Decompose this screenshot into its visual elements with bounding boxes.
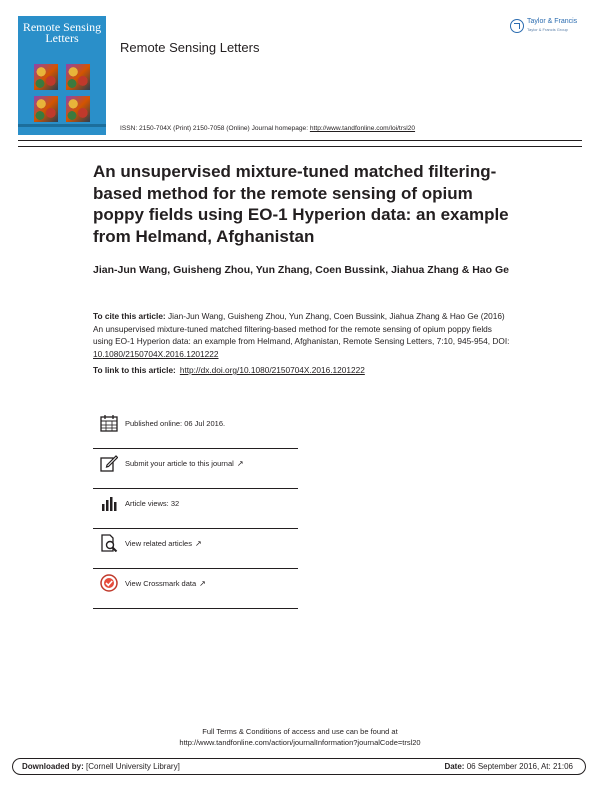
- cite-text: Jian-Jun Wang, Guisheng Zhou, Yun Zhang, Coen Bussink, Jiahua Zhang & Hao Ge (2016) An unsupervised mixture-tuned matched filtering-based method for the remote sensing of opium poppy fields using EO-1 Hyperion data: an example from Helmand, Afghanistan, Remote Sensing Letters, 7:10, 945-954, DOI:: [93, 311, 510, 346]
- downloaded-by: [22, 762, 180, 771]
- cover-tile: [34, 96, 58, 122]
- downloaded-by-label: Downloaded by:: [22, 762, 84, 771]
- external-link-icon: ↗: [199, 579, 206, 588]
- related-articles-label: View related articles: [125, 539, 192, 548]
- cover-title: Remote Sensing Letters: [22, 20, 102, 45]
- issn-line: [120, 125, 415, 132]
- article-doi-link[interactable]: http://dx.doi.org/10.1080/2150704X.2016.1201222: [179, 365, 365, 375]
- cover-tile: [34, 64, 58, 90]
- publisher-logo-icon: [510, 19, 524, 33]
- download-date: [444, 762, 573, 771]
- bar-chart-icon: [100, 494, 118, 512]
- article-link-line: [93, 365, 365, 375]
- cover-artwork: [34, 64, 90, 122]
- journal-name: Remote Sensing Letters: [120, 40, 260, 55]
- terms-url-link[interactable]: http://www.tandfonline.com/action/journalInformation?journalCode=trsl20: [179, 738, 421, 747]
- cite-doi-link[interactable]: 10.1080/2150704X.2016.1201222: [93, 348, 219, 359]
- terms-footer: [0, 726, 600, 748]
- article-authors: Jian-Jun Wang, Guisheng Zhou, Yun Zhang, Coen Bussink, Jiahua Zhang & Hao Ge: [93, 264, 509, 276]
- external-link-icon: ↗: [236, 459, 244, 468]
- journal-homepage-link[interactable]: http://www.tandfonline.com/loi/trsl20: [309, 125, 416, 132]
- publisher-tagline: Taylor & Francis Group: [527, 27, 568, 32]
- submit-article-link[interactable]: [125, 459, 244, 468]
- submit-article-label: Submit your article to this journal: [125, 459, 234, 468]
- journal-cover: [18, 16, 106, 135]
- download-banner: [12, 758, 586, 775]
- issn-text: ISSN: 2150-704X (Print) 2150-7058 (Online) Journal homepage:: [120, 125, 310, 132]
- link-label: To link to this article:: [93, 365, 176, 375]
- crossmark-icon: [100, 574, 118, 592]
- article-views: Article views: 32: [125, 499, 180, 508]
- header-divider: [18, 140, 582, 141]
- downloaded-by-value: [Cornell University Library]: [83, 762, 180, 771]
- cover-tile: [66, 64, 90, 90]
- calendar-icon: [100, 414, 118, 432]
- cite-label: To cite this article:: [93, 311, 166, 321]
- external-link-icon: ↗: [194, 539, 202, 548]
- download-date-label: Date:: [444, 762, 465, 771]
- cover-strip: [18, 124, 106, 127]
- header-divider-bottom: [18, 146, 582, 147]
- publisher-logo: [510, 17, 585, 37]
- article-title: An unsupervised mixture-tuned matched filtering-based method for the remote sensing of opium poppy fields using EO-1 Hyperion data: an example from Helmand, Afghanistan: [93, 162, 509, 246]
- crossmark-label: View Crossmark data: [125, 579, 197, 588]
- published-date: Published online: 06 Jul 2016.: [125, 419, 226, 428]
- terms-text: Full Terms & Conditions of access and use can be found at: [202, 727, 398, 736]
- pencil-edit-icon: [100, 454, 118, 472]
- document-search-icon: [100, 534, 118, 552]
- citation-block: [93, 310, 513, 360]
- related-articles-link[interactable]: [125, 539, 202, 548]
- publisher-name: Taylor & Francis: [527, 18, 578, 25]
- crossmark-link[interactable]: [125, 579, 206, 588]
- crossmark-row[interactable]: [93, 562, 298, 609]
- cover-tile: [66, 96, 90, 122]
- download-date-value: 06 September 2016, At: 21:06: [464, 762, 573, 771]
